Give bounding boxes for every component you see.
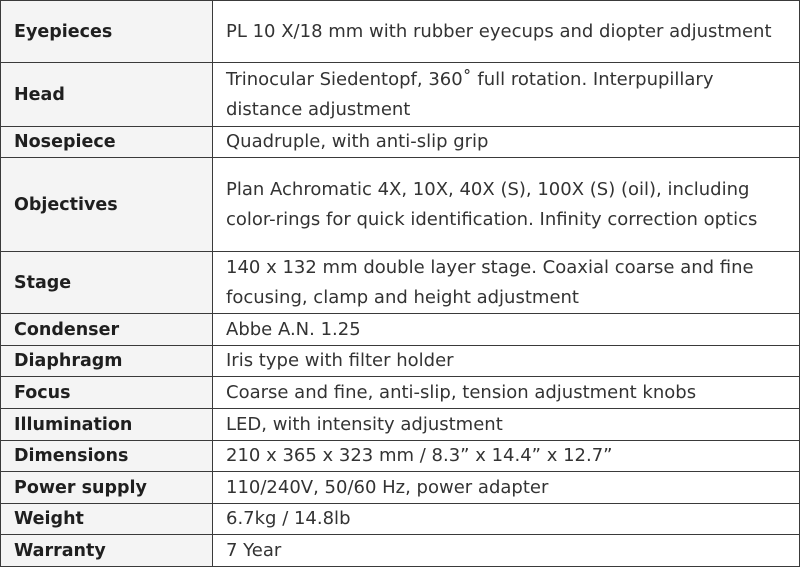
spec-row-condenser (1, 314, 800, 346)
spec-label: Eyepieces (1, 1, 213, 63)
spec-label: Stage (1, 252, 213, 314)
spec-value: 140 x 132 mm double layer stage. Coaxial coarse and fine focusing, clamp and height adjustment (213, 252, 800, 314)
spec-row-head (1, 63, 800, 127)
spec-value: 210 x 365 x 323 mm / 8.3” x 14.4” x 12.7” (213, 441, 800, 472)
spec-label: Warranty (1, 535, 213, 567)
spec-row-stage (1, 252, 800, 314)
spec-row-illumination (1, 409, 800, 441)
spec-value: Coarse and fine, anti-slip, tension adjustment knobs (213, 377, 800, 409)
spec-value: 7 Year (213, 535, 800, 567)
spec-row-dimensions (1, 441, 800, 472)
spec-label: Diaphragm (1, 346, 213, 377)
spec-row-objectives (1, 158, 800, 252)
spec-value: Plan Achromatic 4X, 10X, 40X (S), 100X (S) (oil), including color-rings for quick identification. Infinity correction optics (213, 158, 800, 252)
spec-value: 110/240V, 50/60 Hz, power adapter (213, 472, 800, 504)
spec-value: Trinocular Siedentopf, 360˚ full rotation. Interpupillary distance adjustment (213, 63, 800, 127)
spec-label: Condenser (1, 314, 213, 346)
spec-label: Weight (1, 504, 213, 535)
spec-value: PL 10 X/18 mm with rubber eyecups and diopter adjustment (213, 1, 800, 63)
spec-row-eyepieces (1, 1, 800, 63)
spec-label: Illumination (1, 409, 213, 441)
spec-row-warranty (1, 535, 800, 567)
spec-label: Focus (1, 377, 213, 409)
spec-label: Power supply (1, 472, 213, 504)
spec-value: Abbe A.N. 1.25 (213, 314, 800, 346)
spec-value: Iris type with filter holder (213, 346, 800, 377)
spec-row-power-supply (1, 472, 800, 504)
spec-label: Objectives (1, 158, 213, 252)
spec-value: LED, with intensity adjustment (213, 409, 800, 441)
spec-row-weight (1, 504, 800, 535)
spec-label: Dimensions (1, 441, 213, 472)
spec-row-nosepiece (1, 127, 800, 158)
spec-row-diaphragm (1, 346, 800, 377)
spec-value: Quadruple, with anti-slip grip (213, 127, 800, 158)
spec-row-focus (1, 377, 800, 409)
spec-label: Head (1, 63, 213, 127)
spec-value: 6.7kg / 14.8lb (213, 504, 800, 535)
spec-label: Nosepiece (1, 127, 213, 158)
